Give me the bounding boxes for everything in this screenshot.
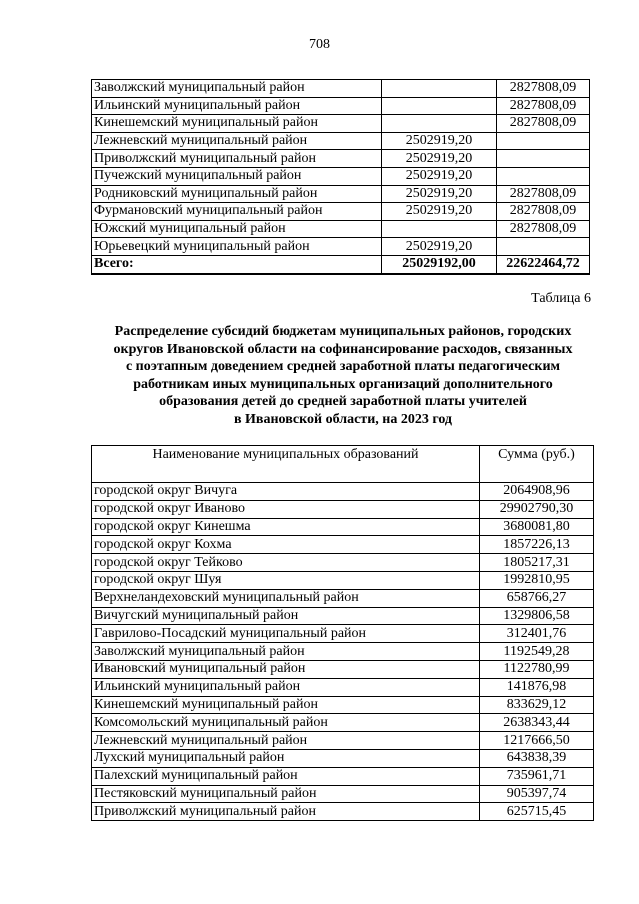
- title-line: работникам иных муниципальных организаций дополнительного: [133, 376, 553, 392]
- sum-value: 141876,98: [480, 678, 594, 696]
- title-line: образования детей до средней заработной платы учителей: [159, 394, 527, 410]
- amount-col1: 2502919,20: [382, 203, 497, 221]
- sum-value: 643838,39: [480, 749, 594, 767]
- municipality-name: городской округ Шуя: [92, 571, 480, 589]
- amount-col2: 2827808,09: [497, 97, 590, 115]
- municipality-name: городской округ Вичуга: [92, 483, 480, 501]
- sum-value: 2638343,44: [480, 714, 594, 732]
- municipality-name: Палехский муниципальный район: [92, 767, 480, 785]
- page-number: 708: [309, 37, 330, 52]
- municipality-name: Верхнеландеховский муниципальный район: [92, 589, 480, 607]
- municipality-name: Лежневский муниципальный район: [92, 732, 480, 750]
- table-row: [92, 625, 594, 643]
- municipality-name: городской округ Иваново: [92, 500, 480, 518]
- municipality-name: Заволжский муниципальный район: [92, 643, 480, 661]
- title-line: с поэтапным доведением средней заработной платы педагогическим: [125, 359, 561, 375]
- table-row: [92, 749, 594, 767]
- table-row: [92, 238, 590, 256]
- sum-value: 1329806,58: [480, 607, 594, 625]
- table-row: [92, 554, 594, 572]
- table-row: [92, 97, 590, 115]
- municipality-name: Ильинский муниципальный район: [92, 97, 382, 115]
- sum-value: 1217666,50: [480, 732, 594, 750]
- municipality-name: Лежневский муниципальный район: [92, 132, 382, 150]
- sum-value: 2064908,96: [480, 483, 594, 501]
- amount-col1: 2502919,20: [382, 167, 497, 185]
- municipality-name: Кинешемский муниципальный район: [92, 696, 480, 714]
- header-municipality: Наименование муниципальных образований: [92, 446, 480, 483]
- sum-value: 1122780,99: [480, 660, 594, 678]
- table-number-label: Таблица 6: [531, 291, 591, 306]
- amount-col2: 2827808,09: [497, 115, 590, 133]
- amount-col2: 2827808,09: [497, 80, 590, 98]
- amount-col2: [497, 132, 590, 150]
- sum-value: 658766,27: [480, 589, 594, 607]
- table-row: [92, 115, 590, 133]
- title-line: Распределение субсидий бюджетам муниципальных районов, городских: [114, 324, 572, 339]
- amount-col1: [382, 80, 497, 98]
- municipality-name: Фурмановский муниципальный район: [92, 203, 382, 221]
- amount-col2: 2827808,09: [497, 203, 590, 221]
- table-title: [88, 323, 598, 429]
- sum-value: 833629,12: [480, 696, 594, 714]
- amount-col2: 2827808,09: [497, 185, 590, 203]
- header-sum: Сумма (руб.): [480, 446, 594, 483]
- table-row: [92, 150, 590, 168]
- table-row: [92, 167, 590, 185]
- total-row: [92, 255, 590, 273]
- table-row: [92, 732, 594, 750]
- table-row: [92, 80, 590, 98]
- municipality-name: Комсомольский муниципальный район: [92, 714, 480, 732]
- municipality-name: Пестяковский муниципальный район: [92, 785, 480, 803]
- amount-col1: 2502919,20: [382, 132, 497, 150]
- municipality-name: Кинешемский муниципальный район: [92, 115, 382, 133]
- sum-value: 1805217,31: [480, 554, 594, 572]
- amount-col2: [497, 167, 590, 185]
- municipality-name: городской округ Тейково: [92, 554, 480, 572]
- continued-subsidy-table: [91, 79, 590, 275]
- amount-col2: 2827808,09: [497, 220, 590, 238]
- table-row: [92, 767, 594, 785]
- municipality-name: Ивановский муниципальный район: [92, 660, 480, 678]
- sum-value: 3680081,80: [480, 518, 594, 536]
- municipality-name: Вичугский муниципальный район: [92, 607, 480, 625]
- amount-col1: 2502919,20: [382, 185, 497, 203]
- table-row: [92, 203, 590, 221]
- municipality-name: Родниковский муниципальный район: [92, 185, 382, 203]
- amount-col2: [497, 238, 590, 256]
- table-row: [92, 803, 594, 821]
- total-col1: 25029192,00: [382, 255, 497, 273]
- table-row: [92, 607, 594, 625]
- municipality-name: Приволжский муниципальный район: [92, 803, 480, 821]
- sum-value: 1857226,13: [480, 536, 594, 554]
- municipality-name: Юрьевецкий муниципальный район: [92, 238, 382, 256]
- amount-col1: 2502919,20: [382, 150, 497, 168]
- table-row: [92, 660, 594, 678]
- amount-col1: [382, 220, 497, 238]
- sum-value: 735961,71: [480, 767, 594, 785]
- amount-col1: [382, 97, 497, 115]
- sum-value: 905397,74: [480, 785, 594, 803]
- table-row: [92, 500, 594, 518]
- municipality-name: Гаврилово-Посадский муниципальный район: [92, 625, 480, 643]
- sum-value: 625715,45: [480, 803, 594, 821]
- table-row: [92, 185, 590, 203]
- amount-col1: [382, 115, 497, 133]
- municipality-name: городской округ Кохма: [92, 536, 480, 554]
- total-label: Всего:: [92, 255, 382, 273]
- total-col2: 22622464,72: [497, 255, 590, 273]
- table-header-row: [92, 446, 594, 483]
- subsidy-distribution-table: [91, 445, 594, 821]
- table-row: [92, 785, 594, 803]
- table-row: [92, 220, 590, 238]
- table-row: [92, 536, 594, 554]
- municipality-name: Лухский муниципальный район: [92, 749, 480, 767]
- table-row: [92, 696, 594, 714]
- amount-col1: 2502919,20: [382, 238, 497, 256]
- municipality-name: Приволжский муниципальный район: [92, 150, 382, 168]
- sum-value: 1192549,28: [480, 643, 594, 661]
- municipality-name: Заволжский муниципальный район: [92, 80, 382, 98]
- municipality-name: Пучежский муниципальный район: [92, 167, 382, 185]
- amount-col2: [497, 150, 590, 168]
- table-row: [92, 714, 594, 732]
- sum-value: 1992810,95: [480, 571, 594, 589]
- municipality-name: Южский муниципальный район: [92, 220, 382, 238]
- municipality-name: городской округ Кинешма: [92, 518, 480, 536]
- table-row: [92, 483, 594, 501]
- title-line: округов Ивановской области на софинансирование расходов, связанных: [113, 341, 573, 357]
- table-row: [92, 589, 594, 607]
- sum-value: 29902790,30: [480, 500, 594, 518]
- table-row: [92, 571, 594, 589]
- municipality-name: Ильинский муниципальный район: [92, 678, 480, 696]
- table-row: [92, 132, 590, 150]
- table-row: [92, 643, 594, 661]
- table-row: [92, 518, 594, 536]
- table-row: [92, 678, 594, 696]
- sum-value: 312401,76: [480, 625, 594, 643]
- title-line: в Ивановской области, на 2023 год: [233, 411, 453, 427]
